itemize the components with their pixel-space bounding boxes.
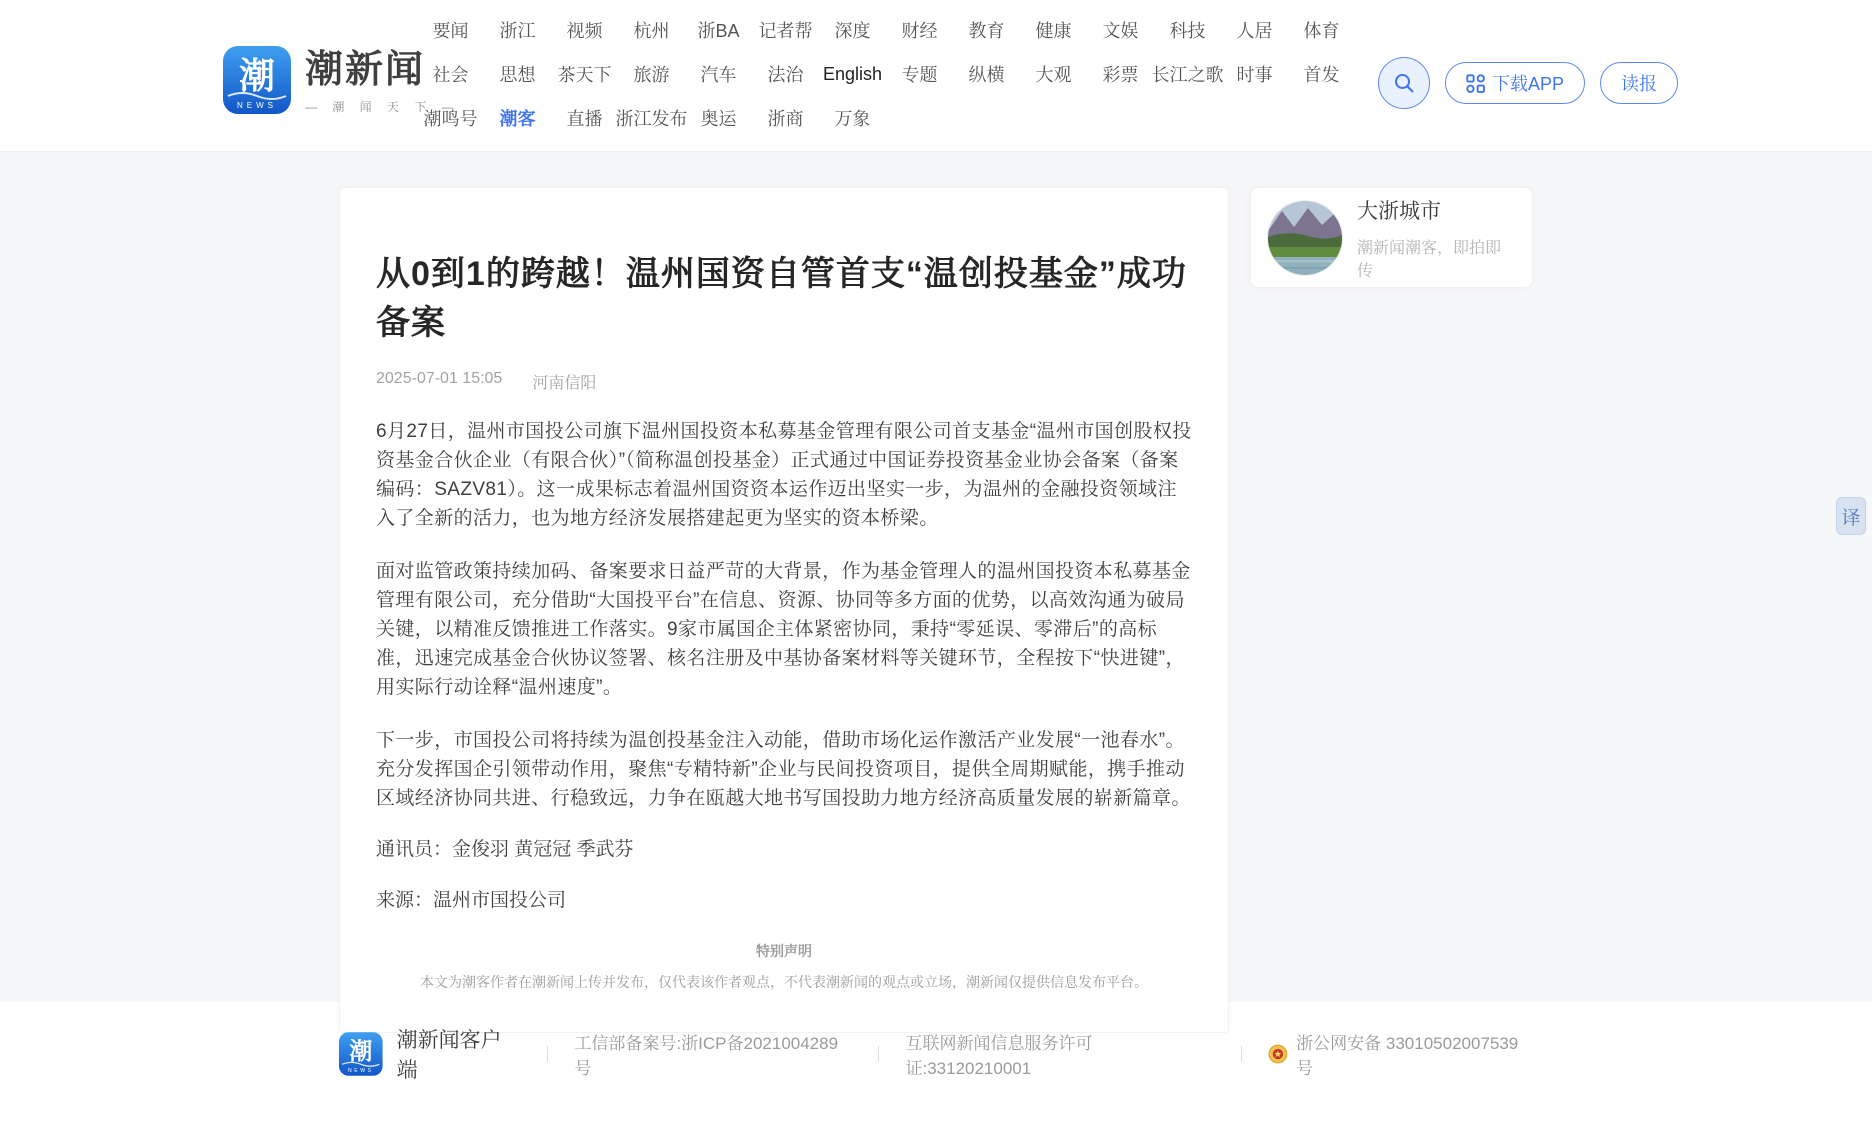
nav-item-zongheng[interactable]: 纵横 xyxy=(968,65,1005,85)
statement-title: 特别声明 xyxy=(756,943,812,959)
svg-text:NEWS: NEWS xyxy=(348,1067,374,1074)
nav-row-2 xyxy=(417,52,1355,96)
nav-item-shoufa[interactable]: 首发 xyxy=(1303,65,1340,85)
chao-news-logo-icon-small xyxy=(339,1032,383,1076)
divider xyxy=(878,1046,879,1062)
read-paper-button[interactable] xyxy=(1600,62,1678,104)
nav-item-caipiao[interactable]: 彩票 xyxy=(1102,65,1139,85)
author-name: 河南信阳 xyxy=(532,375,597,392)
nav-item-tiyu[interactable]: 体育 xyxy=(1303,21,1340,41)
special-statement xyxy=(376,941,1192,992)
public-security-filing-label: 浙公网安备 33010502007539号 xyxy=(1296,1034,1519,1078)
sidebar xyxy=(1250,187,1533,1033)
svg-text:潮: 潮 xyxy=(349,1038,373,1065)
download-app-button[interactable] xyxy=(1445,62,1585,104)
nav-item-wenyu[interactable]: 文娱 xyxy=(1102,21,1139,41)
article-title: 从0到1的跨越！温州国资自管首支“温创投基金”成功备案 xyxy=(376,255,1187,342)
divider xyxy=(1241,1046,1242,1062)
nav-item-shipin[interactable]: 视频 xyxy=(566,21,603,41)
nav-row-1 xyxy=(417,8,1355,52)
nav-row-3 xyxy=(417,96,1355,140)
statement-body: 本文为潮客作者在潮新闻上传并发布，仅代表该作者观点，不代表潮新闻的观点或立场，潮新闻仅提供信息发布平台。 xyxy=(420,974,1148,990)
nav-item-changjiangzhige[interactable]: 长江之歌 xyxy=(1151,65,1224,85)
nav-item-jiankang[interactable]: 健康 xyxy=(1035,21,1072,41)
nav-item-hangzhou[interactable]: 杭州 xyxy=(633,21,670,41)
divider xyxy=(547,1046,548,1062)
article-paragraph: 6月27日，温州市国投公司旗下温州国投资本私募基金管理有限公司首支基金“温州市国创股权投资基金合伙企业（有限合伙）”（简称温创投基金）正式通过中国证券投资基金业协会备案（备案编码：SAZV81）。这一成果标志着温州国资资本运作迈出坚实一步，为温州的金融投资领域注入了全新的活力，也为地方经济发展搭建起更为坚实的资本桥梁。 xyxy=(376,421,1192,529)
read-paper-label: 读报 xyxy=(1621,74,1658,94)
svg-text:NEWS: NEWS xyxy=(237,101,277,110)
article-paragraph: 下一步，市国投公司将持续为温创投基金注入动能，借助市场化运作激活产业发展“一池春水”。充分发挥国企引领带动作用，聚焦“专精特新”企业与民间投资项目，提供全周期赋能，携手推动区域经济协同共进、行稳致远，力争在瓯越大地书写国投助力地方经济高质量发展的崭新篇章。 xyxy=(376,730,1191,809)
brand-tagline: — 潮 闻 天 下 — xyxy=(305,100,460,114)
nav-item-shendu[interactable]: 深度 xyxy=(834,21,871,41)
publish-date: 2025-07-01 15:05 xyxy=(376,370,503,387)
source-line: 来源：温州市国投公司 xyxy=(376,890,567,911)
nav-item-qiche[interactable]: 汽车 xyxy=(700,65,737,85)
nav-item-daguan[interactable]: 大观 xyxy=(1035,65,1072,85)
nav-item-zhejiangfabu[interactable]: 浙江发布 xyxy=(615,109,688,129)
police-badge-icon xyxy=(1268,1044,1288,1064)
main-nav xyxy=(417,8,1355,140)
nav-item-sixiang[interactable]: 思想 xyxy=(499,65,536,85)
nav-item-zheba[interactable]: 浙BA xyxy=(697,21,740,41)
landscape-photo xyxy=(1268,201,1343,276)
nav-item-fazhi[interactable]: 法治 xyxy=(767,65,804,85)
download-app-label: 下载APP xyxy=(1492,74,1565,94)
nav-item-chatianxia[interactable]: 茶天下 xyxy=(557,65,612,85)
search-button[interactable] xyxy=(1378,57,1430,109)
nav-item-keji[interactable]: 科技 xyxy=(1169,21,1206,41)
nav-item-wanxiang[interactable]: 万象 xyxy=(834,109,871,129)
public-security-filing-link[interactable] xyxy=(1268,1029,1533,1079)
nav-item-shishi[interactable]: 时事 xyxy=(1236,65,1273,85)
svg-text:潮: 潮 xyxy=(238,55,276,96)
article-meta xyxy=(376,370,1192,393)
footer-client-name: 潮新闻客户端 xyxy=(396,1029,502,1082)
nav-item-chaoke-active[interactable]: 潮客 xyxy=(499,109,536,129)
article-paragraph: 面对监管政策持续加码、备案要求日益严苛的大背景，作为基金管理人的温州国投资本私募基金管理有限公司，充分借助“大国投平台”在信息、资源、协同等多方面的优势，以高效沟通为破局关键，以精准反馈推进工作落实。9家市属国企主体紧密协同，秉持“零延误、零滞后”的高标准，迅速完成基金合伙协议签署、核名注册及中基协备案材料等关键环节，全程按下“快进键”，用实际行动诠释“温州速度”。 xyxy=(376,561,1191,698)
profile-title: 大浙城市 xyxy=(1357,199,1441,223)
nav-item-chaominghao[interactable]: 潮鸣号 xyxy=(423,109,478,129)
nav-item-aoyun[interactable]: 奥运 xyxy=(700,109,737,129)
chao-news-logo-icon xyxy=(223,46,291,114)
news-license-link[interactable]: 互联网新闻信息服务许可证:33120210001 xyxy=(905,1034,1093,1078)
nav-item-lvyou[interactable]: 旅游 xyxy=(633,65,670,85)
avatar xyxy=(1267,200,1343,276)
header-actions xyxy=(1378,57,1678,109)
site-header xyxy=(0,0,1872,152)
article-card xyxy=(339,187,1229,1033)
brand-name: 潮新闻 xyxy=(305,49,426,91)
nav-item-zhibo[interactable]: 直播 xyxy=(566,109,603,129)
nav-item-yaowen[interactable]: 要闻 xyxy=(432,21,469,41)
nav-item-renju[interactable]: 人居 xyxy=(1236,21,1273,41)
translate-float-button[interactable]: 译 xyxy=(1836,497,1866,535)
nav-item-shehui[interactable]: 社会 xyxy=(432,65,469,85)
nav-item-caijing[interactable]: 财经 xyxy=(901,21,938,41)
nav-item-zheshang[interactable]: 浙商 xyxy=(767,109,804,129)
sidebar-profile-card[interactable] xyxy=(1250,187,1533,288)
icp-filing-link[interactable]: 工信部备案号:浙ICP备2021004289号 xyxy=(574,1034,839,1078)
qr-code-icon xyxy=(1466,74,1485,93)
nav-item-zhejiang[interactable]: 浙江 xyxy=(499,21,536,41)
nav-item-jiaoyu[interactable]: 教育 xyxy=(968,21,1005,41)
nav-item-jizhebang[interactable]: 记者帮 xyxy=(758,21,813,41)
nav-item-zhuanti[interactable]: 专题 xyxy=(901,65,938,85)
main-section xyxy=(0,152,1872,1002)
profile-subtitle: 潮新闻潮客，即拍即传 xyxy=(1357,239,1502,280)
nav-item-english[interactable]: English xyxy=(822,63,883,84)
search-icon xyxy=(1392,71,1416,95)
profile-text xyxy=(1357,195,1516,281)
correspondent-line: 通讯员：金俊羽 黄冠冠 季武芬 xyxy=(376,839,634,860)
